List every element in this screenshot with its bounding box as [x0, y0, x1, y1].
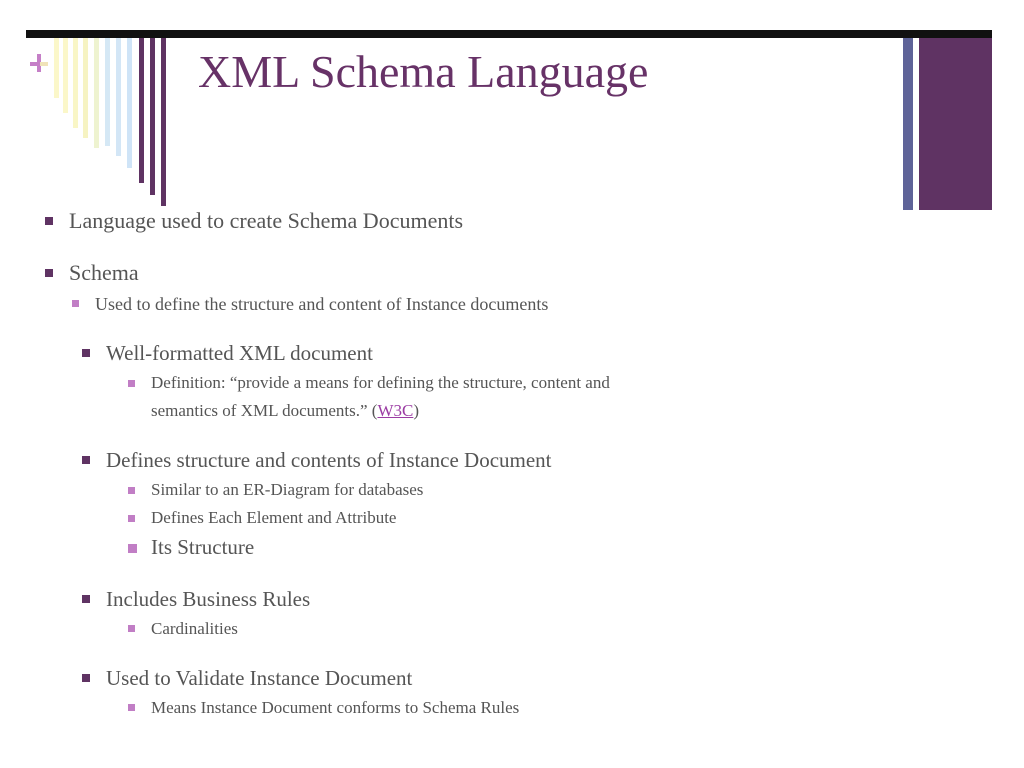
- left-stripe: [127, 38, 132, 168]
- bullet-marker: [72, 300, 79, 307]
- left-stripe: [161, 38, 166, 206]
- bullet-marker: [45, 217, 53, 225]
- bullet-text: Language used to create Schema Documents: [69, 208, 464, 233]
- bullet-text: Its Structure: [151, 535, 255, 559]
- bullet-marker: [128, 625, 135, 632]
- top-bar: [26, 30, 992, 38]
- bullet-text: Schema: [69, 260, 139, 285]
- w3c-link[interactable]: W3C: [377, 401, 414, 420]
- right-slate-bar: [903, 38, 913, 210]
- bullet-text: Similar to an ER-Diagram for databases: [151, 480, 424, 499]
- bullet-marker: [82, 674, 90, 682]
- bullet-text: Well-formatted XML document: [106, 341, 373, 365]
- bullet-marker: [82, 349, 90, 357]
- left-stripe: [150, 38, 155, 195]
- left-stripe: [73, 38, 78, 128]
- left-stripe: [94, 38, 99, 148]
- bullet-marker: [45, 269, 53, 277]
- bullet-text: Used to Validate Instance Document: [106, 666, 413, 690]
- bullet-text: Definition: “provide a means for defining the structure, content and: [151, 373, 610, 392]
- bullet-marker: [128, 544, 137, 553]
- bullet-text: Used to define the structure and content of Instance documents: [95, 294, 549, 314]
- bullet-marker: [82, 456, 90, 464]
- left-stripe: [139, 38, 144, 183]
- bullet-text: Includes Business Rules: [106, 587, 311, 611]
- bullet-text: Defines structure and contents of Instance Document: [106, 448, 552, 472]
- slide-title: XML Schema Language: [198, 46, 649, 97]
- bullet-marker: [128, 487, 135, 494]
- bullet-marker: [82, 595, 90, 603]
- left-stripe: [105, 38, 110, 146]
- left-stripe: [63, 38, 68, 113]
- bullet-marker: [128, 515, 135, 522]
- plus-icon: [28, 52, 50, 74]
- bullet-marker: [128, 704, 135, 711]
- left-stripe: [83, 38, 88, 138]
- bullet-text: Means Instance Document conforms to Schema Rules: [151, 698, 520, 717]
- definition-close: ): [413, 401, 420, 420]
- left-stripe: [54, 38, 59, 98]
- bullet-text: Defines Each Element and Attribute: [151, 508, 397, 527]
- right-purple-block: [919, 38, 992, 210]
- bullet-text: Cardinalities: [151, 619, 238, 638]
- bullet-marker: [128, 380, 135, 387]
- left-stripe: [116, 38, 121, 156]
- bullet-text-continued: [151, 397, 419, 425]
- definition-text: semantics of XML documents.” (: [151, 401, 378, 420]
